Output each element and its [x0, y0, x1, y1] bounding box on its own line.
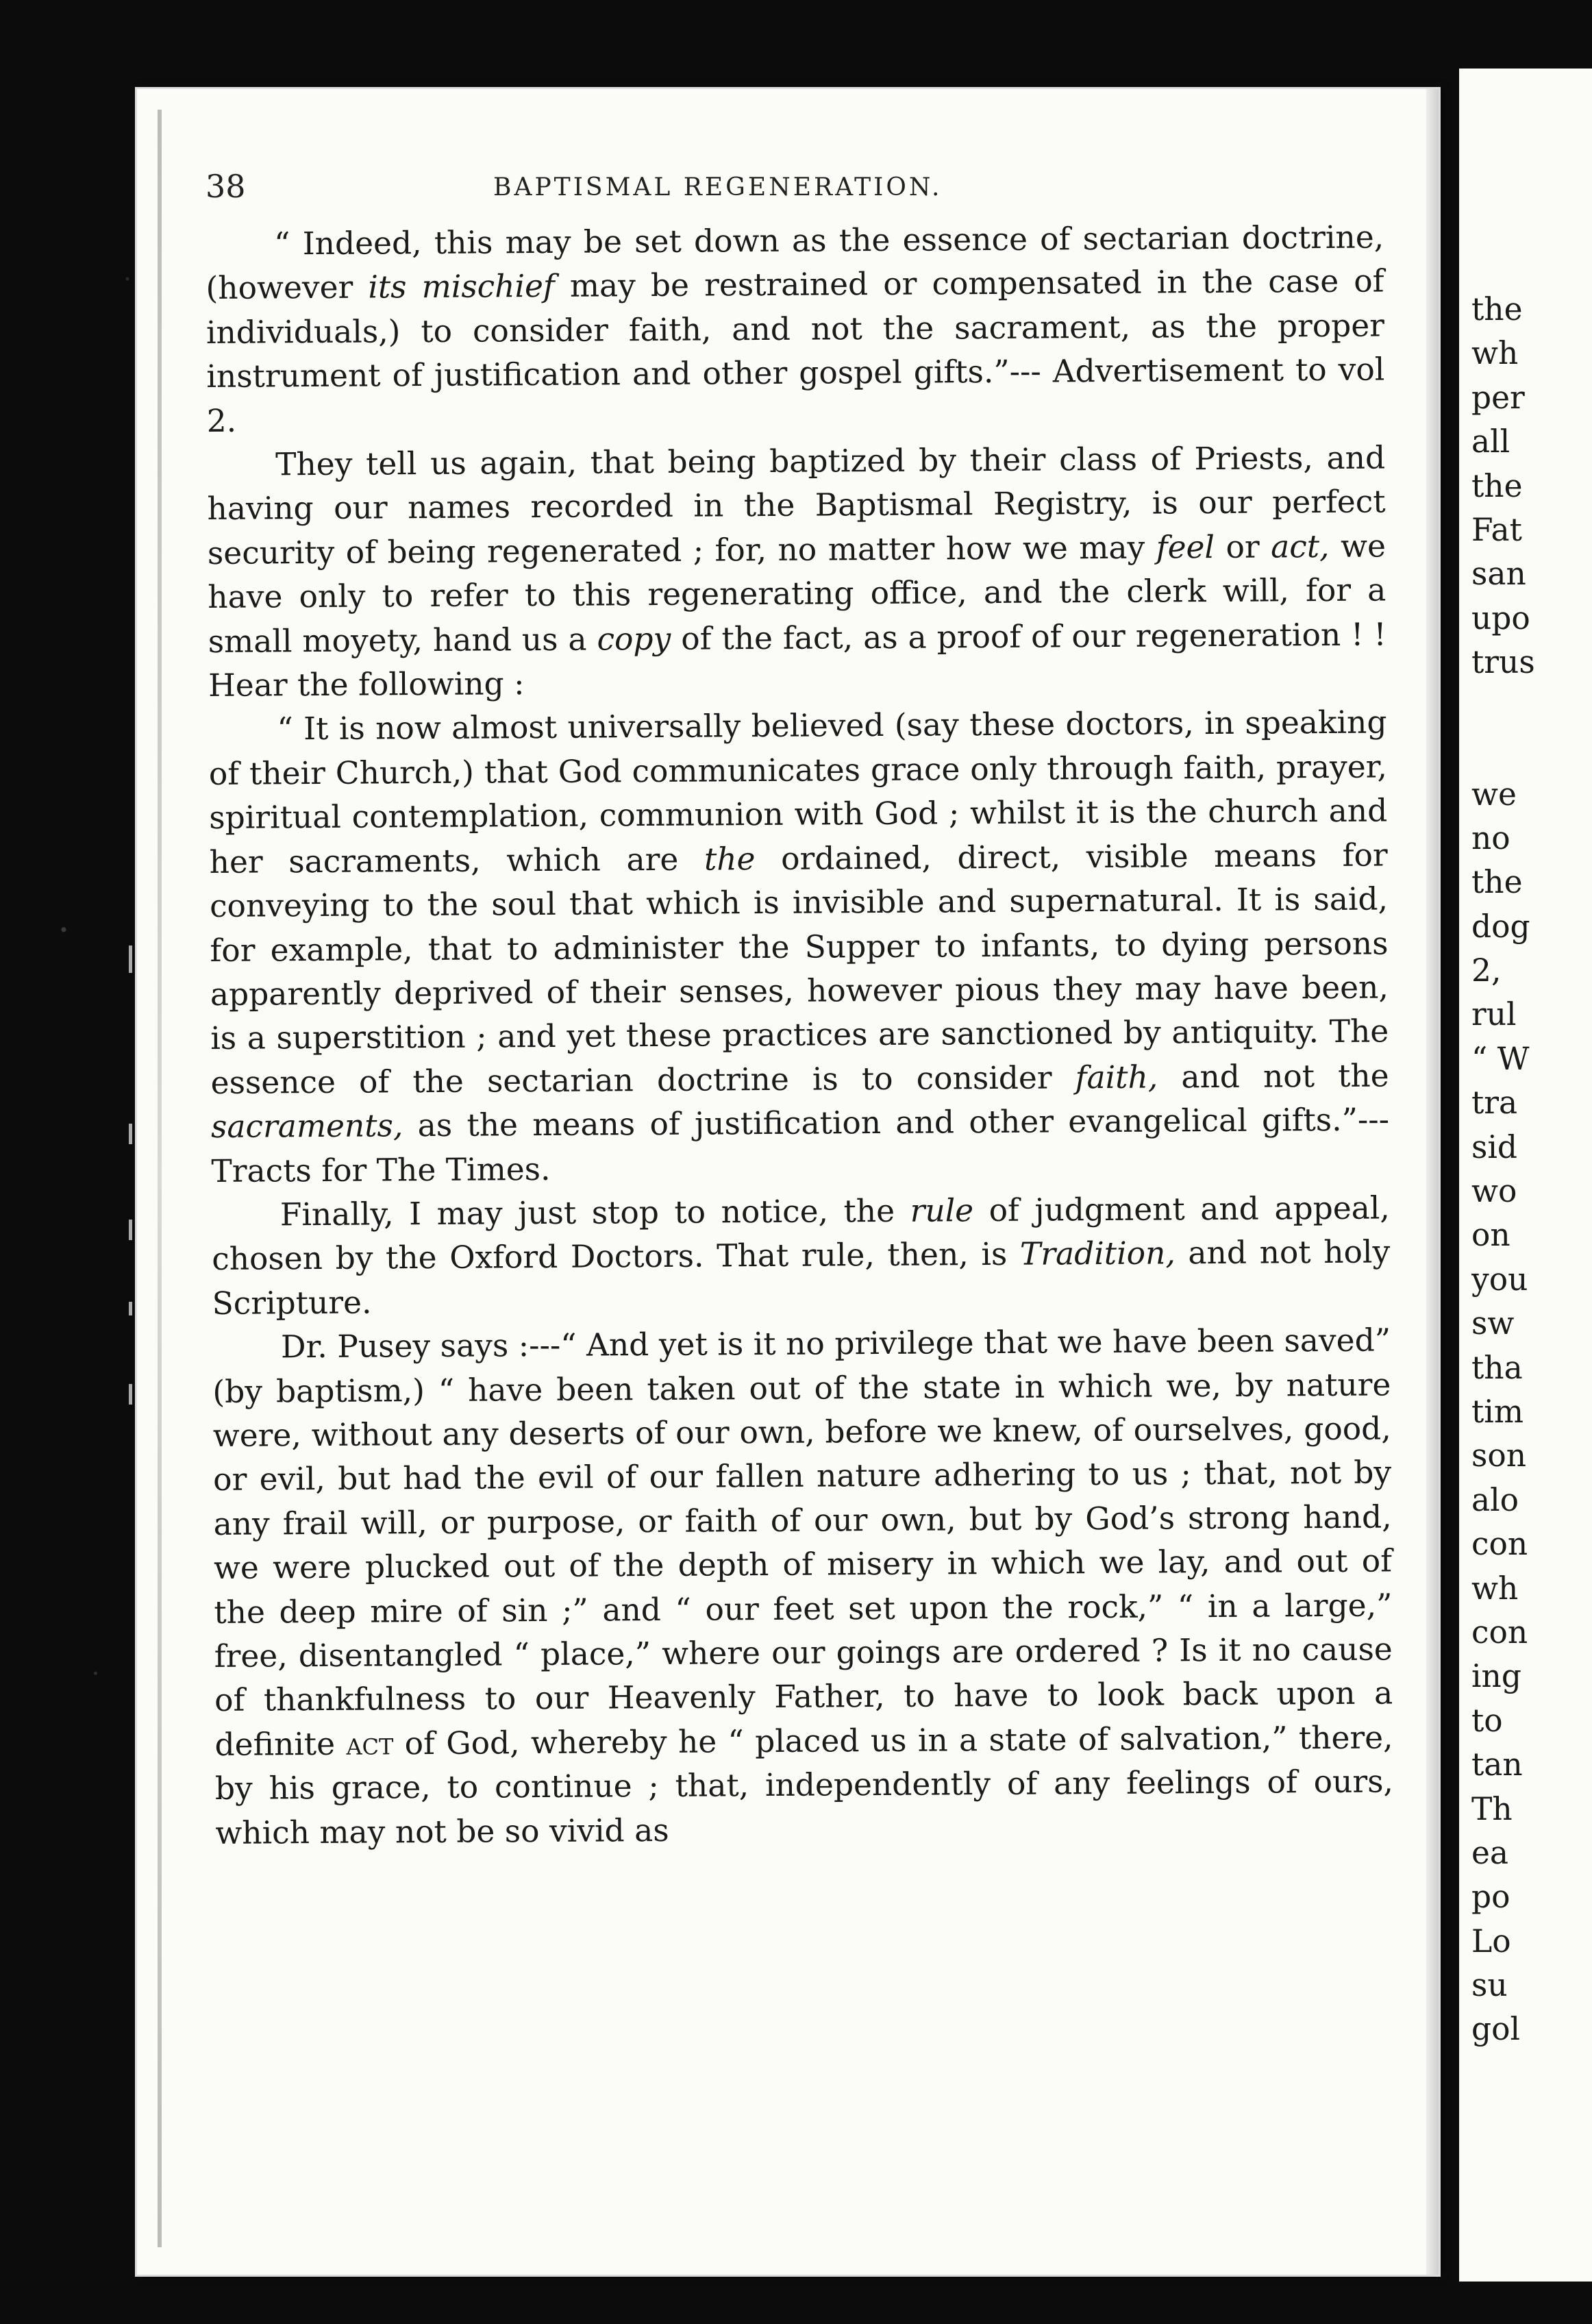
right-line: “ W [1471, 1040, 1530, 1077]
right-line: con [1471, 1526, 1528, 1563]
right-line: rul [1471, 996, 1517, 1033]
right-line: san [1471, 556, 1526, 593]
paragraph-5 [212, 1319, 1394, 1855]
right-line: upo [1471, 599, 1530, 636]
italic-text: Tradition, [1019, 1235, 1176, 1273]
italic-text: its mischief [368, 268, 555, 306]
right-line: tan [1471, 1746, 1523, 1783]
italic-text: act, [1271, 528, 1330, 565]
text: of judgment and appeal, chosen by the Oxford Doctors. That rule, then, is [212, 1189, 1390, 1278]
right-line: alo [1471, 1481, 1519, 1518]
italic-text: rule [910, 1192, 974, 1229]
text: Dr. Pusey says :---“ And yet is it no privilege that we have been saved” (by baptism,) “ have been taken out of the state in which we, by nature were, without any deserts of our own, before we knew, of ourselves, good, or evil, but had the evil of our fallen nature adhering to us ; that, not by any frail will, or purpose, or faith of our own, but by God’s strong hand, we were plucked out of the depth of misery in which we lay, and out of the deep mire of sin ;” and “ our feet set upon the rock,” “ in a large,” free, disentangled “ place,” where our goings are ordered ? Is it no cause of thankfulness to our Heavenly Father, to have to look back upon a definite [212, 1322, 1393, 1763]
right-line: ea [1471, 1834, 1509, 1871]
paragraph-3 [208, 701, 1389, 1194]
right-line: 2, [1471, 952, 1502, 989]
text: and not the [1158, 1057, 1389, 1096]
italic-text: copy [597, 620, 671, 658]
right-line: no [1471, 819, 1510, 856]
right-line: the [1471, 864, 1523, 901]
text: “ It is now almost universally believed (say these doctors, in speaking of their Church,) that God communicates grace only through faith, prayer, spiritual contemplation, communion with God ; whilst it is the church and her sacraments, which are [208, 704, 1388, 880]
small-caps-text: act [346, 1725, 394, 1762]
right-line: sw [1471, 1305, 1515, 1342]
right-line: gol [1471, 2011, 1521, 2048]
right-line: sid [1471, 1128, 1518, 1165]
text: They tell us again, that being baptized by their class of Priests, and having our names recorded in the Baptismal Registry, is our perfect security of being regenerated ; for, no matter how we may [207, 439, 1386, 571]
right-line: per [1471, 379, 1525, 416]
right-line: wo [1471, 1173, 1517, 1210]
margin-marks [123, 945, 144, 1425]
paragraph-1 [206, 215, 1385, 443]
right-line: all [1471, 423, 1510, 460]
body-text [206, 215, 1394, 1855]
text: and not holy Scripture. [212, 1233, 1391, 1322]
right-line: ing [1471, 1658, 1521, 1695]
right-line: tra [1471, 1085, 1518, 1122]
right-line: po [1471, 1879, 1510, 1916]
paragraph-2 [207, 436, 1386, 708]
text: of God, whereby he “ placed us in a state of salvation,” there, by his grace, to continue ; that, independently of any feelings of ours, which may not be so vivid as [214, 1719, 1394, 1851]
text: may be restrained or compensated in the case of individuals,) to consider faith, and not the sacrament, as the proper instrument of justification and other gospel gifts.”--- Advertisement to vol 2. [206, 262, 1385, 439]
paragraph-gap [1471, 685, 1592, 773]
text: Finally, I may just stop to notice, the [279, 1192, 910, 1233]
right-line: you [1471, 1261, 1528, 1298]
right-line: on [1471, 1217, 1510, 1254]
text: as the means of justification and other evangelical gifts.”---Tracts for The Times. [211, 1101, 1390, 1189]
right-line: con [1471, 1614, 1528, 1651]
right-line: we [1471, 776, 1517, 813]
text: we have only to refer to this regenerating office, and the clerk will, for a small moyety, hand us a [208, 528, 1386, 660]
right-line: the [1471, 467, 1523, 504]
right-line: trus [1471, 644, 1535, 681]
paragraph-4 [212, 1186, 1391, 1326]
italic-text: faith, [1075, 1059, 1158, 1096]
right-line: wh [1471, 1570, 1519, 1607]
italic-text: feel [1156, 528, 1215, 566]
right-line: tim [1471, 1393, 1523, 1430]
right-line: son [1471, 1437, 1527, 1474]
italic-text: the [704, 840, 756, 878]
right-line: su [1471, 1967, 1508, 2004]
right-line: Fat [1471, 511, 1522, 548]
page-number: 38 [206, 168, 246, 205]
text: “ Indeed, this may be set down as the essence of sectarian doctrine, (however [206, 219, 1384, 307]
right-line: Lo [1471, 1923, 1511, 1960]
right-line: wh [1471, 335, 1519, 372]
text: of the fact, as a proof of our regeneration ! ! Hear the following : [208, 616, 1386, 704]
text: ordained, direct, visible means for conveying to the soul that which is invisible and supernatural. It is said, for example, that to administer the Supper to infants, to dying persons apparently deprived of their senses, however pious they may have been, is a superstition ; and yet these practices are sanctioned by antiquity. The essence of the sectarian doctrine is to consider [209, 837, 1389, 1101]
right-line: Th [1471, 1790, 1513, 1827]
running-head: BAPTISMAL REGENERATION. [493, 173, 943, 201]
text: or [1214, 528, 1271, 565]
italic-text: sacraments, [210, 1107, 403, 1146]
right-line: dog [1471, 908, 1530, 945]
right-line: the [1471, 291, 1523, 327]
right-line: to [1471, 1702, 1503, 1739]
right-line: tha [1471, 1349, 1523, 1386]
right-page-text [1471, 288, 1592, 2052]
